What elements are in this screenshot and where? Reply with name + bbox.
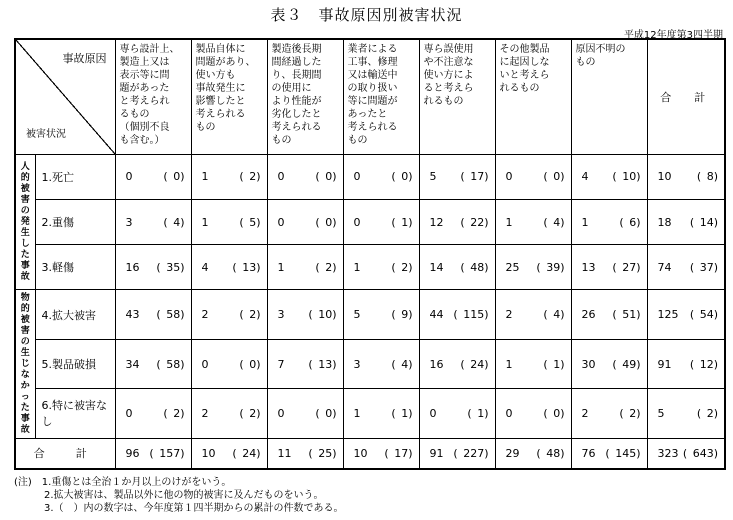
group-label-char: 人 bbox=[20, 161, 30, 172]
count-value: 0 bbox=[353, 215, 361, 229]
row-label: 5.製品破損 bbox=[35, 339, 115, 388]
count-value: 5 bbox=[353, 308, 361, 322]
count-value: 0 bbox=[125, 406, 133, 420]
column-header-line: れるもの bbox=[423, 96, 464, 107]
count-value: 13 bbox=[581, 260, 596, 274]
count-value: 30 bbox=[581, 357, 596, 371]
value-cell bbox=[191, 154, 267, 199]
column-header-line: 原因不明の bbox=[575, 44, 626, 55]
value-cell bbox=[571, 339, 647, 388]
cumulative-value: ( 0) bbox=[315, 406, 337, 420]
cumulative-value: ( 58) bbox=[156, 357, 185, 371]
column-header-line: あったと bbox=[347, 109, 388, 120]
cumulative-value: ( 8) bbox=[696, 170, 718, 184]
table-row bbox=[15, 389, 725, 438]
count-value: 1 bbox=[353, 406, 361, 420]
table-row bbox=[15, 245, 725, 290]
value-cell bbox=[419, 199, 495, 244]
cumulative-value: ( 49) bbox=[612, 357, 641, 371]
count-value: 2 bbox=[201, 308, 209, 322]
cumulative-value: ( 1) bbox=[391, 215, 413, 229]
column-header-line: 製造上又は bbox=[119, 57, 170, 68]
cumulative-value: ( 5) bbox=[239, 215, 261, 229]
column-header-line: ると考えら bbox=[423, 83, 474, 94]
column-header-line: もの bbox=[271, 135, 292, 146]
count-value: 0 bbox=[505, 406, 513, 420]
value-cell bbox=[115, 339, 191, 388]
value-cell bbox=[419, 154, 495, 199]
cumulative-value: ( 13) bbox=[308, 357, 337, 371]
group-label-char: 害 bbox=[20, 194, 30, 205]
group-label-char: の bbox=[20, 336, 30, 347]
value-cell bbox=[191, 199, 267, 244]
value-cell bbox=[495, 290, 571, 339]
count-value: 34 bbox=[125, 357, 140, 371]
value-cell bbox=[267, 339, 343, 388]
count-value: 10 bbox=[353, 446, 368, 460]
group-label-char: か bbox=[20, 380, 30, 391]
value-cell bbox=[495, 438, 571, 469]
cumulative-value: ( 51) bbox=[612, 308, 641, 322]
cumulative-value: ( 0) bbox=[239, 357, 261, 371]
cumulative-value: ( 2) bbox=[391, 260, 413, 274]
cumulative-value: ( 2) bbox=[239, 308, 261, 322]
group-label-char: 被 bbox=[20, 183, 30, 194]
value-cell bbox=[647, 389, 725, 438]
group-label-char: 的 bbox=[20, 172, 30, 183]
value-cell bbox=[343, 438, 419, 469]
value-cell bbox=[495, 199, 571, 244]
row-label: 6.特に被害なし bbox=[35, 389, 115, 438]
value-cell bbox=[191, 290, 267, 339]
cumulative-value: ( 0) bbox=[163, 170, 185, 184]
value-cell bbox=[343, 389, 419, 438]
footnote: 2.拡大被害は、製品以外に他の物的被害に及んだものをいう。 bbox=[14, 490, 324, 501]
column-header-line: 使い方によ bbox=[423, 70, 474, 81]
count-value: 96 bbox=[125, 446, 140, 460]
group-label-char: の bbox=[20, 205, 30, 216]
value-cell bbox=[647, 438, 725, 469]
value-cell bbox=[343, 154, 419, 199]
cumulative-value: ( 2) bbox=[315, 260, 337, 274]
value-cell bbox=[343, 245, 419, 290]
header-row bbox=[15, 39, 725, 154]
value-cell bbox=[571, 389, 647, 438]
count-value: 125 bbox=[657, 308, 679, 322]
column-header-line: 間経過した bbox=[271, 57, 322, 68]
cumulative-value: ( 2) bbox=[619, 406, 641, 420]
count-value: 2 bbox=[201, 406, 209, 420]
count-value: 0 bbox=[353, 170, 361, 184]
count-value: 0 bbox=[277, 215, 285, 229]
count-value: 1 bbox=[581, 215, 589, 229]
count-value: 11 bbox=[277, 446, 292, 460]
column-header-line: 製品自体に bbox=[195, 44, 246, 55]
column-header-line: 事故発生に bbox=[195, 83, 246, 94]
column-header-line: 工事、修理 bbox=[347, 57, 398, 68]
count-value: 14 bbox=[429, 260, 444, 274]
value-cell bbox=[191, 438, 267, 469]
row-label: 4.拡大被害 bbox=[35, 290, 115, 339]
cumulative-value: ( 39) bbox=[536, 260, 565, 274]
count-value: 12 bbox=[429, 215, 444, 229]
column-header-line: 影響したと bbox=[195, 96, 246, 107]
count-value: 4 bbox=[581, 170, 589, 184]
count-value: 43 bbox=[125, 308, 140, 322]
column-header-line: れるもの bbox=[499, 83, 540, 94]
value-cell bbox=[495, 154, 571, 199]
column-header-line: （個別不良 bbox=[119, 122, 170, 133]
cumulative-value: ( 157) bbox=[149, 446, 185, 460]
cumulative-value: ( 0) bbox=[543, 406, 565, 420]
count-value: 0 bbox=[125, 170, 133, 184]
count-value: 29 bbox=[505, 446, 520, 460]
cumulative-value: ( 115) bbox=[453, 308, 489, 322]
count-value: 44 bbox=[429, 308, 444, 322]
value-cell bbox=[495, 339, 571, 388]
column-header-line: の使用に bbox=[271, 83, 312, 94]
period-label: 平成12年度第3四半期 bbox=[623, 30, 723, 41]
corner-bottom-label: 被害状況 bbox=[26, 128, 66, 140]
value-cell bbox=[495, 245, 571, 290]
cumulative-value: ( 10) bbox=[308, 308, 337, 322]
count-value: 1 bbox=[201, 215, 209, 229]
cumulative-value: ( 643) bbox=[682, 446, 718, 460]
cumulative-value: ( 145) bbox=[605, 446, 641, 460]
count-value: 0 bbox=[505, 170, 513, 184]
column-header-line: に起因しな bbox=[499, 57, 550, 68]
row-label: 3.軽傷 bbox=[35, 245, 115, 290]
value-cell bbox=[115, 245, 191, 290]
value-cell bbox=[419, 290, 495, 339]
group-label-char: 的 bbox=[20, 303, 30, 314]
count-value: 5 bbox=[657, 406, 665, 420]
cumulative-value: ( 2) bbox=[696, 406, 718, 420]
value-cell bbox=[191, 245, 267, 290]
value-cell bbox=[267, 438, 343, 469]
cumulative-value: ( 27) bbox=[612, 260, 641, 274]
value-cell bbox=[419, 389, 495, 438]
cumulative-value: ( 14) bbox=[689, 215, 718, 229]
column-header-line: も含む。） bbox=[119, 135, 165, 146]
value-cell bbox=[191, 389, 267, 438]
table-row bbox=[15, 199, 725, 244]
count-value: 25 bbox=[505, 260, 520, 274]
cumulative-value: ( 25) bbox=[308, 446, 337, 460]
footnotes bbox=[14, 476, 344, 515]
count-value: 18 bbox=[657, 215, 672, 229]
cumulative-value: ( 9) bbox=[391, 308, 413, 322]
value-cell bbox=[267, 154, 343, 199]
group-label-char: 生 bbox=[20, 227, 30, 238]
cumulative-value: ( 48) bbox=[536, 446, 565, 460]
cumulative-value: ( 1) bbox=[467, 406, 489, 420]
value-cell bbox=[343, 290, 419, 339]
cumulative-value: ( 12) bbox=[689, 357, 718, 371]
count-value: 1 bbox=[353, 260, 361, 274]
group-label-char: し bbox=[20, 238, 30, 249]
group-label-char: 事 bbox=[20, 260, 30, 271]
group-label-char: 発 bbox=[20, 216, 30, 227]
damage-table bbox=[14, 38, 726, 470]
cumulative-value: ( 58) bbox=[156, 308, 185, 322]
column-header-line: の取り扱い bbox=[347, 83, 398, 94]
footnote: 3.（ ）内の数字は、今年度第１四半期からの累計の件数である。 bbox=[14, 503, 344, 514]
group-label-char: た bbox=[20, 402, 30, 413]
column-header bbox=[495, 39, 571, 154]
value-cell bbox=[419, 245, 495, 290]
value-cell bbox=[115, 438, 191, 469]
cumulative-value: ( 17) bbox=[384, 446, 413, 460]
cumulative-value: ( 2) bbox=[239, 170, 261, 184]
count-value: 76 bbox=[581, 446, 596, 460]
row-label: 2.重傷 bbox=[35, 199, 115, 244]
value-cell bbox=[115, 154, 191, 199]
value-cell bbox=[647, 245, 725, 290]
column-header bbox=[191, 39, 267, 154]
count-value: 16 bbox=[125, 260, 140, 274]
group-label-char: な bbox=[20, 369, 30, 380]
count-value: 1 bbox=[505, 357, 513, 371]
row-label: 1.死亡 bbox=[35, 154, 115, 199]
value-cell bbox=[343, 339, 419, 388]
value-cell bbox=[647, 339, 725, 388]
value-cell bbox=[647, 290, 725, 339]
group-label-char: 害 bbox=[20, 325, 30, 336]
column-header-line: より性能が bbox=[271, 96, 322, 107]
column-header bbox=[343, 39, 419, 154]
table-row bbox=[15, 154, 725, 199]
column-header-line: 考えられる bbox=[271, 122, 322, 133]
count-value: 0 bbox=[277, 170, 285, 184]
cumulative-value: ( 0) bbox=[543, 170, 565, 184]
cumulative-value: ( 24) bbox=[460, 357, 489, 371]
cumulative-value: ( 4) bbox=[163, 215, 185, 229]
cumulative-value: ( 10) bbox=[612, 170, 641, 184]
group-label-char: 故 bbox=[20, 271, 30, 282]
cumulative-value: ( 2) bbox=[239, 406, 261, 420]
cumulative-value: ( 4) bbox=[391, 357, 413, 371]
value-cell bbox=[267, 199, 343, 244]
group-label-char: 物 bbox=[20, 292, 30, 303]
value-cell bbox=[267, 290, 343, 339]
count-value: 3 bbox=[125, 215, 133, 229]
count-value: 10 bbox=[201, 446, 216, 460]
value-cell bbox=[267, 245, 343, 290]
total-row bbox=[15, 438, 725, 469]
value-cell bbox=[343, 199, 419, 244]
column-header bbox=[267, 39, 343, 154]
group-label bbox=[15, 154, 35, 290]
value-cell bbox=[419, 438, 495, 469]
cumulative-value: ( 17) bbox=[460, 170, 489, 184]
column-header-line: 考えられる bbox=[347, 122, 398, 133]
column-header-line: り、長期間 bbox=[271, 70, 322, 81]
cumulative-value: ( 22) bbox=[460, 215, 489, 229]
value-cell bbox=[571, 245, 647, 290]
value-cell bbox=[495, 389, 571, 438]
group-label-char: 生 bbox=[20, 347, 30, 358]
group-label-char: 事 bbox=[20, 413, 30, 424]
table-row bbox=[15, 290, 725, 339]
count-value: 1 bbox=[277, 260, 285, 274]
count-value: 10 bbox=[657, 170, 672, 184]
page-title: 表３ 事故原因別被害状況 bbox=[270, 6, 463, 24]
count-value: 3 bbox=[277, 308, 285, 322]
count-value: 16 bbox=[429, 357, 444, 371]
column-header-line: いと考えら bbox=[499, 70, 550, 81]
value-cell bbox=[115, 199, 191, 244]
column-header-line: もの bbox=[575, 57, 596, 68]
corner-header bbox=[15, 39, 115, 154]
cumulative-value: ( 48) bbox=[460, 260, 489, 274]
column-header-line: 専ら誤使用 bbox=[423, 44, 474, 55]
total-row-label: 合 計 bbox=[15, 438, 115, 469]
column-header-line: 等に問題が bbox=[347, 96, 398, 107]
value-cell bbox=[115, 290, 191, 339]
value-cell bbox=[191, 339, 267, 388]
value-cell bbox=[571, 199, 647, 244]
column-header bbox=[419, 39, 495, 154]
count-value: 91 bbox=[657, 357, 672, 371]
value-cell bbox=[267, 389, 343, 438]
cumulative-value: ( 6) bbox=[619, 215, 641, 229]
count-value: 3 bbox=[353, 357, 361, 371]
column-header bbox=[571, 39, 647, 154]
count-value: 2 bbox=[505, 308, 513, 322]
count-value: 26 bbox=[581, 308, 596, 322]
column-header-line: 劣化したと bbox=[271, 109, 322, 120]
column-header-line: や不注意な bbox=[423, 57, 474, 68]
column-header-line: もの bbox=[195, 122, 216, 133]
count-value: 2 bbox=[581, 406, 589, 420]
value-cell bbox=[571, 290, 647, 339]
group-label bbox=[15, 290, 35, 438]
cumulative-value: ( 37) bbox=[689, 260, 718, 274]
value-cell bbox=[571, 154, 647, 199]
cumulative-value: ( 54) bbox=[689, 308, 718, 322]
cumulative-value: ( 0) bbox=[315, 215, 337, 229]
column-header-line: 使い方も bbox=[195, 70, 236, 81]
column-header-line: その他製品 bbox=[499, 44, 550, 55]
column-header-line: 問題があり、 bbox=[195, 57, 256, 68]
column-header-line: 業者による bbox=[347, 44, 398, 55]
cumulative-value: ( 35) bbox=[156, 260, 185, 274]
cumulative-value: ( 24) bbox=[232, 446, 261, 460]
column-header-line: 又は輸送中 bbox=[347, 70, 398, 81]
group-label-char: 被 bbox=[20, 314, 30, 325]
count-value: 0 bbox=[429, 406, 437, 420]
count-value: 4 bbox=[201, 260, 209, 274]
footnote: (注) 1.重傷とは全治１か月以上のけがをいう。 bbox=[14, 477, 232, 488]
cumulative-value: ( 227) bbox=[453, 446, 489, 460]
value-cell bbox=[115, 389, 191, 438]
group-label-char: 故 bbox=[20, 424, 30, 435]
cumulative-value: ( 0) bbox=[391, 170, 413, 184]
cumulative-value: ( 4) bbox=[543, 308, 565, 322]
cumulative-value: ( 1) bbox=[543, 357, 565, 371]
count-value: 323 bbox=[657, 446, 679, 460]
cumulative-value: ( 2) bbox=[163, 406, 185, 420]
value-cell bbox=[571, 438, 647, 469]
column-header-line: 製造後長期 bbox=[271, 44, 322, 55]
value-cell bbox=[419, 339, 495, 388]
column-header-line: 専ら設計上、 bbox=[119, 44, 180, 55]
table-row bbox=[15, 339, 725, 388]
cumulative-value: ( 1) bbox=[391, 406, 413, 420]
count-value: 0 bbox=[201, 357, 209, 371]
group-label-char: っ bbox=[20, 391, 30, 402]
column-header-line: 表示等に問 bbox=[119, 70, 170, 81]
value-cell bbox=[647, 154, 725, 199]
column-header-line: もの bbox=[347, 135, 368, 146]
column-header-line: 考えられる bbox=[195, 109, 246, 120]
column-header bbox=[115, 39, 191, 154]
count-value: 5 bbox=[429, 170, 437, 184]
count-value: 0 bbox=[277, 406, 285, 420]
cumulative-value: ( 4) bbox=[543, 215, 565, 229]
count-value: 7 bbox=[277, 357, 285, 371]
value-cell bbox=[647, 199, 725, 244]
count-value: 1 bbox=[201, 170, 209, 184]
column-header-line: るもの bbox=[119, 109, 150, 120]
column-header-line: 題があった bbox=[119, 83, 170, 94]
group-label-char: た bbox=[20, 249, 30, 260]
count-value: 1 bbox=[505, 215, 513, 229]
cumulative-value: ( 0) bbox=[315, 170, 337, 184]
total-column-header: 合 計 bbox=[647, 39, 725, 154]
count-value: 74 bbox=[657, 260, 672, 274]
count-value: 91 bbox=[429, 446, 444, 460]
corner-top-label: 事故原因 bbox=[62, 52, 107, 65]
cumulative-value: ( 13) bbox=[232, 260, 261, 274]
column-header-line: と考えられ bbox=[119, 96, 170, 107]
group-label-char: じ bbox=[20, 358, 30, 369]
